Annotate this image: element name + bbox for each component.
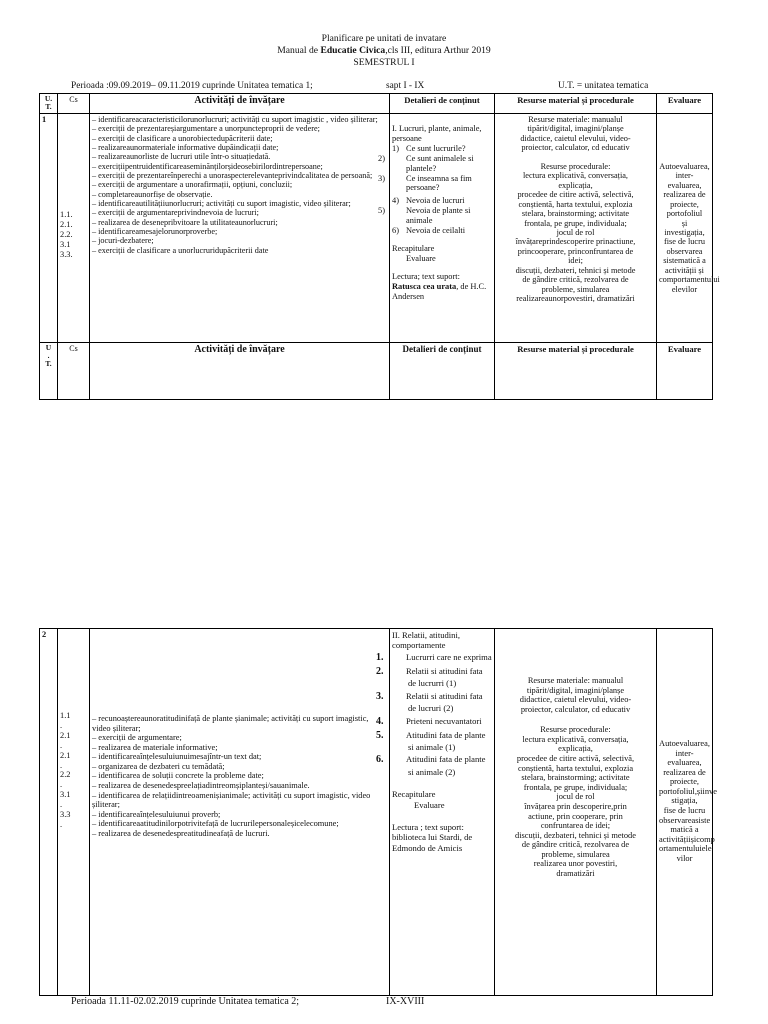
content-item: 1) Ce sunt lucrurile? bbox=[392, 143, 466, 153]
period-2-label: Perioada 11.11-02.02.2019 cuprinde Unitatea tematica 2; bbox=[71, 996, 300, 1007]
col-resources-header: Resurse material și procedurale bbox=[495, 94, 657, 114]
reading-text: Ratusca cea urata, de H.C. Andersen bbox=[392, 281, 487, 301]
activity-item: – exerciții de argumentare a unorafirmații, opțiuni, concluzii; bbox=[92, 180, 293, 190]
activity-item: – exercițiipentruidentificareaseminănțilorșideosebirilordintrepersoane; bbox=[92, 161, 323, 171]
activity-item: – exerciții de argumentare; bbox=[92, 733, 182, 743]
activity-item: – realizarea de desenedespreatitudineafață de lucruri. bbox=[92, 828, 270, 838]
unit-1-resources: Resurse materiale: manualul tipărit/digital, imagini/planșe didactice, caietul elevului, video- proiector, calculator, cd educativ Resurse procedurale: lectura explicativă, conversația, explicația, procedee de citire activă, selectivă, conștientă, harta textului, explozia stelara, brainstorming; activitate frontala, pe grupe, individuala; jocul de rol învățareprindescoperire prinactiune, princooperare, princonfruntarea de idei; discuții, dezbateri, tehnici și metode de gândire critică, rezolvarea de probleme, simularea realizareaunorpovestiri, dramatizări bbox=[495, 114, 657, 343]
unit-1-row bbox=[40, 114, 713, 343]
unit-2-number: 2 bbox=[40, 629, 58, 996]
semester-label: SEMESTRUL I bbox=[353, 57, 415, 68]
unit-2-row bbox=[40, 629, 713, 996]
col-ut-header-repeat: U . T. bbox=[40, 343, 58, 400]
content-item: 6) Nevoia de ceilalti bbox=[392, 226, 466, 236]
content-item: 1. Lucrurri care ne exprima bbox=[376, 651, 492, 663]
content-item: 4. Prieteni necuvantatori bbox=[376, 715, 482, 727]
activity-item: – organizarea de dezbateri cu temădată; bbox=[92, 761, 225, 771]
content-item: 2) Ce sunt animalele si plantele? bbox=[378, 153, 474, 173]
unit-1-activities bbox=[90, 114, 390, 343]
activity-item: – identificareaatitudinilorpotrivitefață de lucrurilepersonaleșicelecomune; bbox=[92, 819, 339, 829]
recap-label: Recapitulare bbox=[392, 243, 435, 253]
col-cs-header: Cs bbox=[58, 94, 90, 114]
period-1-weeks: sapt I - IX bbox=[386, 81, 425, 91]
content-item: 2. Relatii si atitudini fata de lucrurri (1) bbox=[376, 666, 483, 689]
reading-text: Lectura ; text suport: biblioteca lui Stardi, de Edmondo de Amicis bbox=[392, 822, 473, 853]
activity-item: – identificareaînțelesuluiunui proverb; bbox=[92, 809, 221, 819]
col-ut-header: U. T. bbox=[40, 94, 58, 114]
activity-item: – exerciții de clasificare a unorobiectedupăcriterii date; bbox=[92, 133, 273, 143]
col-evaluation-header: Evaluare bbox=[657, 94, 713, 114]
activity-item: – jocuri-dezbatere; bbox=[92, 236, 154, 246]
recap-label: Recapitulare bbox=[392, 789, 436, 800]
content-item: 5) Nevoia de plante si animale bbox=[378, 206, 471, 226]
content-item: 3. Relatii si atitudini fata de lucruri (2) bbox=[376, 690, 483, 714]
col-content-header-repeat: Detalieri de conținut bbox=[390, 343, 495, 400]
unit-1-content bbox=[378, 114, 495, 343]
document-title: Planificare pe unitati de invatare bbox=[321, 33, 447, 44]
activity-item: – exerciții de prezentareșiargumentare a unorpuncteproprii de vedere; bbox=[92, 124, 320, 134]
content-item: 3) Ce inseamna sa fim persoane? bbox=[378, 173, 472, 193]
unit-2-evaluation: Autoevaluarea, inter-evaluarea, realizarea de proiecte, portofoliul,șiinve stigația, fise de lucru observareasiste matică a activitățiișicomp ortamentuluiele vilor bbox=[657, 629, 713, 996]
col-resources-header-repeat: Resurse material și procedurale bbox=[495, 343, 657, 400]
table-1-repeat-header-row bbox=[40, 343, 713, 400]
activity-item: – realizareaunorliste de lucruri utile într-o situațiedată. bbox=[92, 152, 271, 162]
activity-item: – realizarea de materiale informative; bbox=[92, 742, 218, 752]
activity-item: – exerciții de prezentareînperechi a unoraspecterelevanteprivindcalitatea de persoană; bbox=[92, 171, 373, 181]
activity-item: – realizarea de desenedespreelațiadintreomșiplanteși/sauanimale. bbox=[92, 781, 310, 791]
activity-item: – realizarea de desenepribvitoare la utilitateaunorlucruri; bbox=[92, 217, 278, 227]
unit-2-table bbox=[39, 628, 717, 996]
manual-line: Manual de Educatie Civica,cls III, editura Arthur 2019 bbox=[277, 45, 491, 56]
unit-2-resources: Resurse materiale: manualul tipărit/digital, imagini/planșe didactice, caietul elevului, video- proiector, calculator, cd educativ Resurse procedurale: lectura explicativă, conversația, explicația, procedee de citire activă, selectivă, conștientă, harta textului, explozia stelara, brainstorming; activitate frontala, pe grupe, individuala; jocul de rol învățarea prin descoperire,prin actiune, prin cooperare, prin confruntarea de idei; discuții, dezbateri, tehnici și metode de gândire critică, rezolvarea de probleme, simularea realizarea unor povestiri, dramatizări bbox=[495, 629, 657, 996]
period-2-weeks: IX-XVIII bbox=[386, 996, 425, 1007]
content-item: 6. Atitudini fata de plante si animale (2) bbox=[376, 754, 486, 777]
activity-item: – identificarea de relațiidintreoamenișianimale; activități cu suport imagistic, video șiliterar; bbox=[92, 790, 371, 810]
col-content-header: Detalieri de conținut bbox=[390, 94, 495, 114]
eval-label: Evaluare bbox=[414, 799, 445, 810]
activity-item: – identificarea de soluții concrete la probleme date; bbox=[92, 771, 264, 781]
activity-item: – completareaunorfișe de observație. bbox=[92, 189, 213, 199]
unit-1-cs: 1.1. 2.1. 2.2. 3.1 3.3. bbox=[58, 114, 90, 343]
activity-item: – exerciții de clasificare a unorlucruridupăcriterii date bbox=[92, 245, 269, 255]
table-1-header-row bbox=[40, 94, 713, 114]
subject-name: Educatie Civica bbox=[320, 45, 386, 56]
activity-item: – identificareamesajelorunorproverbe; bbox=[92, 227, 218, 237]
activity-item: – realizareaunormateriale informative dupăindicații date; bbox=[92, 143, 279, 153]
unit-2-cs: 1.1 . 2.1 . 2.1 . 2.2 . 3.1 . 3.3 . bbox=[58, 629, 90, 996]
activity-item: – exerciții de argumentareprivindnevoia de lucruri; bbox=[92, 208, 259, 218]
content-item: 4) Nevoia de lucruri bbox=[392, 196, 465, 206]
reading-label: Lectura; text suport: bbox=[392, 271, 460, 281]
col-cs-header-repeat: Cs bbox=[58, 343, 90, 400]
eval-label: Evaluare bbox=[406, 253, 436, 263]
activity-item: – identificareacaracteristicilorunorlucruri; activități cu suport imagistic , video șiliterar; bbox=[92, 115, 378, 124]
col-evaluation-header-repeat: Evaluare bbox=[657, 343, 713, 400]
content-title: I. Lucruri, plante, animale, persoane bbox=[392, 124, 482, 143]
activity-item: – identificareaînțelesuluiunuimesajîntr-un text dat; bbox=[92, 752, 262, 762]
content-title: II. Relatii, atitudini, comportamente bbox=[392, 630, 461, 651]
col-activities-header-repeat: Activități de învățare bbox=[90, 343, 390, 400]
unit-1-table bbox=[39, 93, 720, 400]
col-activities-header: Activități de învățare bbox=[90, 94, 390, 114]
unit-1-number: 1 bbox=[40, 114, 58, 343]
unit-1-evaluation: Autoevaluarea, inter-evaluarea, realizarea de proiecte, portofoliul și investigația, fise de lucru observarea sistematică a activității și comportamentului elevilor bbox=[657, 114, 713, 343]
activity-item: – recunoaștereaunoratitudinifață de plante șianimale; activități cu suport imagistic, video șiliterar; bbox=[92, 714, 369, 733]
content-item: 5. Atitudini fata de plante si animale (1) bbox=[376, 729, 486, 752]
unit-2-content bbox=[376, 629, 495, 996]
unit-2-activities bbox=[90, 629, 390, 996]
activity-item: – identificareautilitățiiunorlucruri; activități cu suport imagistic, video șiliterar; bbox=[92, 199, 351, 209]
period-1-label: Perioada :09.09.2019– 09.11.2019 cuprinde Unitatea tematica 1; bbox=[71, 81, 313, 91]
ut-legend: U.T. = unitatea tematica bbox=[558, 81, 649, 91]
